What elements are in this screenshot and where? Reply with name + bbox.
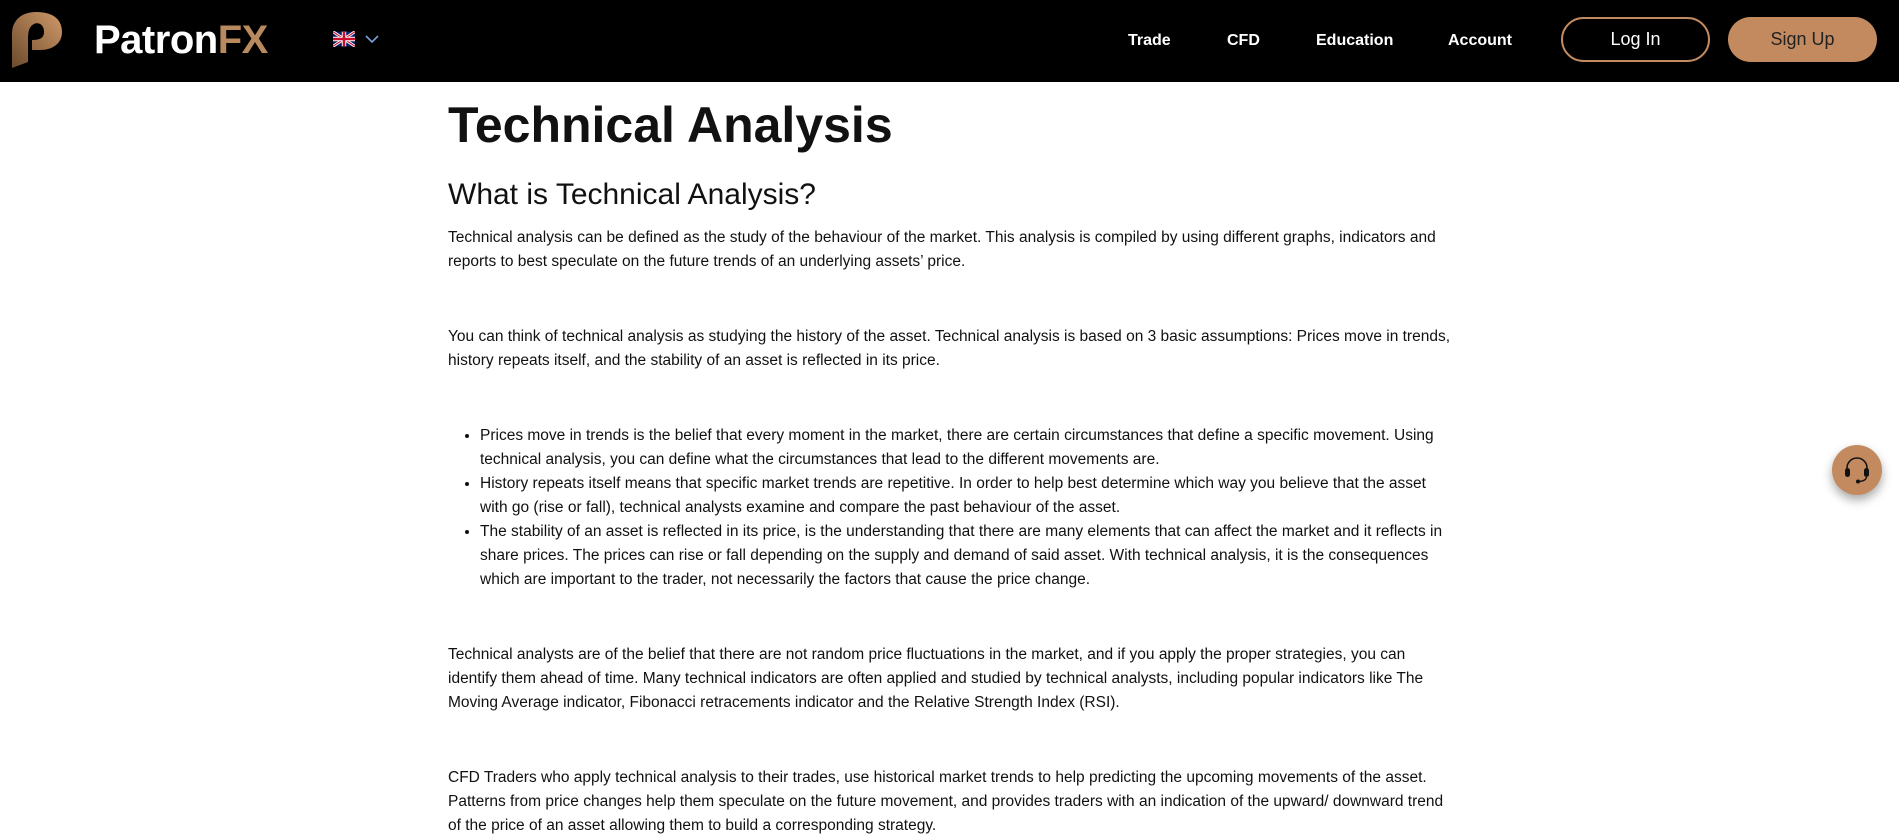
site-header <box>0 0 1899 82</box>
chevron-down-icon <box>365 35 379 44</box>
paragraph: You can think of technical analysis as studying the history of the asset. Technical analysis is based on 3 basic assumptions: Prices move in trends, history repeats itself, and the stability of an asset is reflected in its price. <box>448 328 1451 369</box>
assumptions-list <box>448 424 1453 592</box>
login-button[interactable]: Log In <box>1561 17 1710 62</box>
paragraph: Technical analysis can be defined as the study of the behaviour of the market. This analysis is compiled by using different graphs, indicators and reports to best speculate on the future trends of an underlying assets’ price. <box>448 229 1436 270</box>
nav-cfd[interactable]: CFD <box>1227 32 1260 49</box>
page-title: Technical Analysis <box>448 97 893 153</box>
language-selector[interactable] <box>333 31 379 47</box>
uk-flag-icon <box>333 31 355 47</box>
nav-account[interactable]: Account <box>1448 32 1512 49</box>
signup-button[interactable]: Sign Up <box>1728 17 1877 62</box>
list-item: • The stability of an asset is reflected in its price, is the understanding that there are many elements that can affect the market and it reflects in share prices. The prices can rise or fall depending on the supply and demand of said asset. With technical analysis, it is the consequences which are important to the trader, not necessarily the factors that cause the price change. <box>480 520 1453 592</box>
headset-icon <box>1842 455 1872 485</box>
list-item: • Prices move in trends is the belief that every moment in the market, there are certain circumstances that define a specific movement. Using technical analysis, you can define what the circumstances that lead to the different movements are. <box>480 424 1453 472</box>
list-item: • History repeats itself means that specific market trends are repetitive. In order to help best determine which way you believe that the asset with go (rise or fall), technical analysts examine and compare the past behaviour of the asset. <box>480 472 1453 520</box>
article <box>448 82 1453 838</box>
nav-education[interactable]: Education <box>1316 32 1394 49</box>
paragraph: CFD Traders who apply technical analysis to their trades, use historical market trends to help predicting the upcoming movements of the asset. Patterns from price changes help them speculate on the future movement, and provides traders with an indication of the upward/ downward trend of the price of an asset allowing them to build a corresponding strategy. <box>448 769 1444 834</box>
logo-text: PatronFX <box>94 17 268 62</box>
logo[interactable] <box>10 12 268 68</box>
support-chat-button[interactable] <box>1832 445 1882 495</box>
section-heading: What is Technical Analysis? <box>448 178 816 211</box>
patron-logo-icon <box>10 12 64 68</box>
paragraph: Technical analysts are of the belief that there are not random price fluctuations in the market, and if you apply the proper strategies, you can identify them ahead of time. Many technical indicators are often applied and studied by technical analysts, including popular indicators like The Moving Average indicator, Fibonacci retracements indicator and the Relative Strength Index (RSI). <box>448 646 1424 711</box>
nav-trade[interactable]: Trade <box>1128 32 1171 49</box>
